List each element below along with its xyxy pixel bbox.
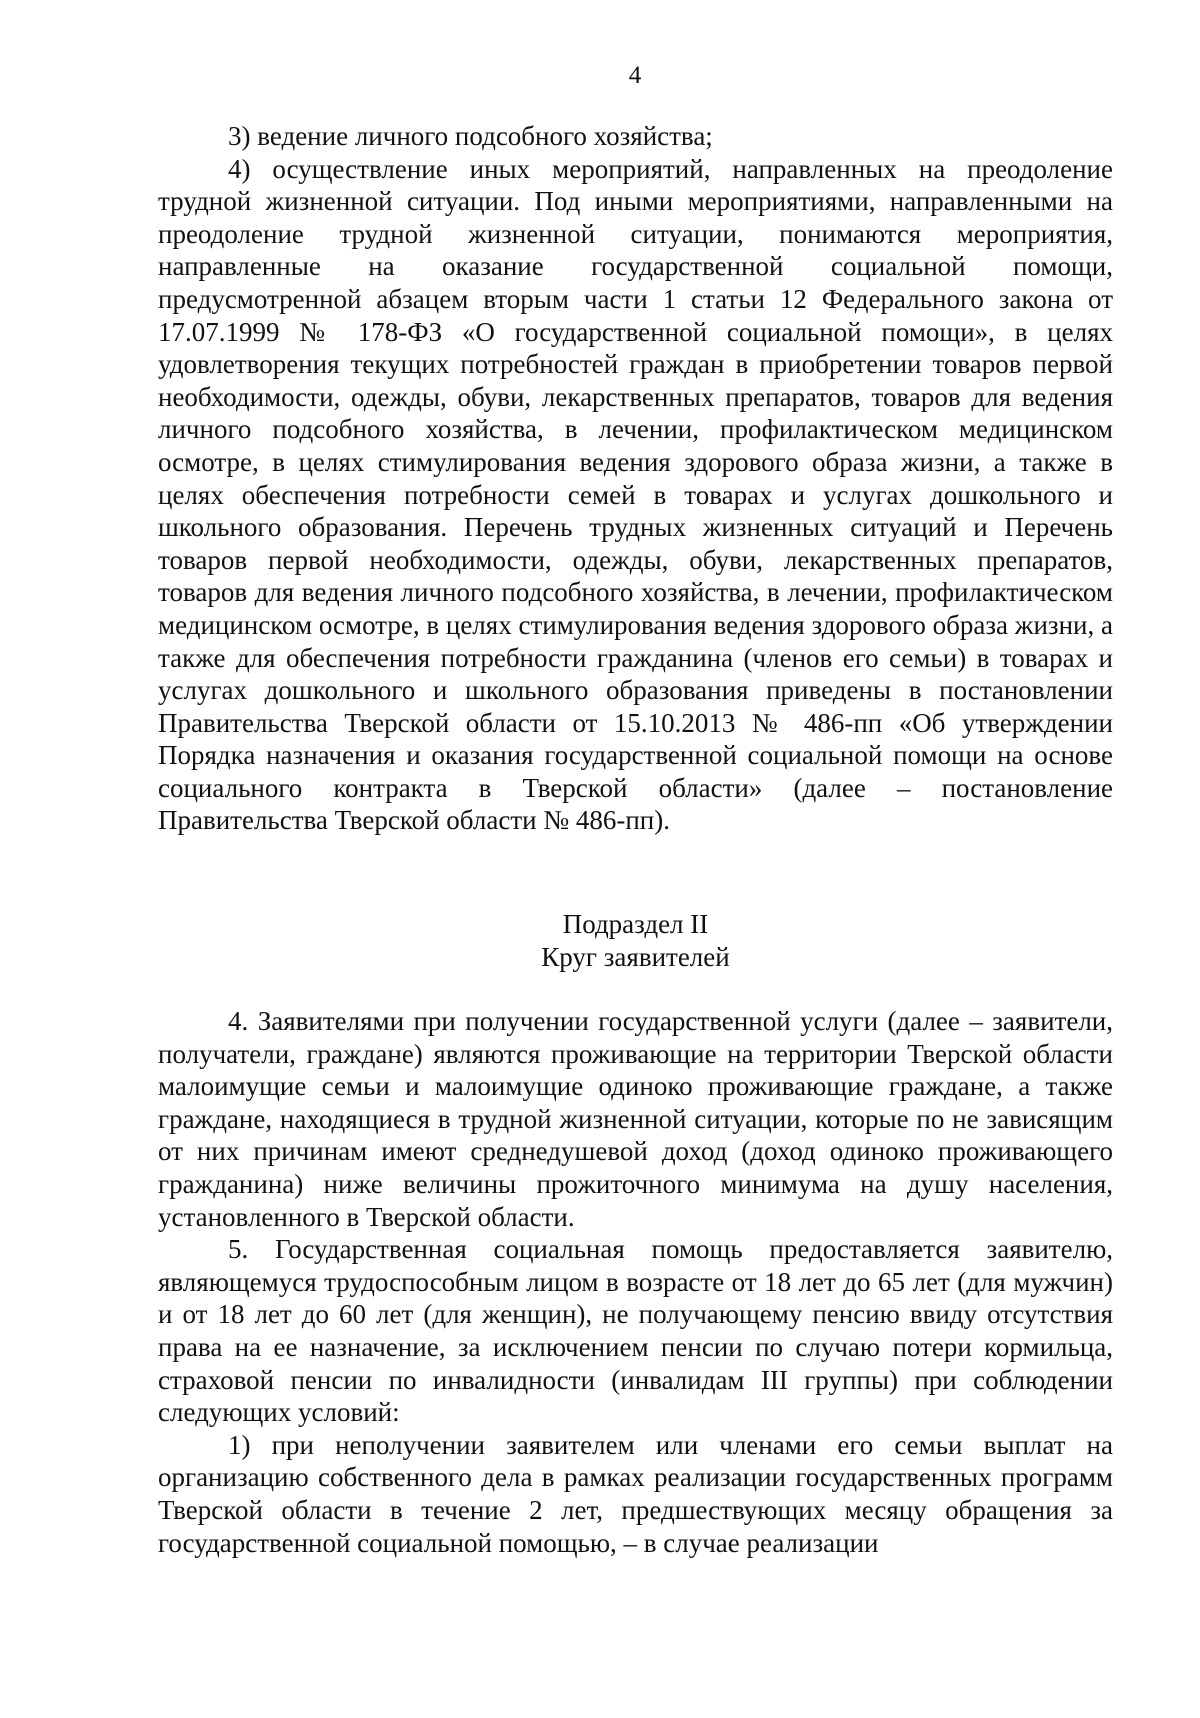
paragraph: 4. Заявителями при получении государственной услуги (далее – заявители, получатели, граждане) являются проживающие на территории Тверской области малоимущие семьи и малоимущие одиноко проживающие граждане, а также граждане, находящиеся в трудной жизненной ситуации, которые по не зависящим от них причинам имеют среднедушевой доход (доход одиноко проживающего гражданина) ниже величины прожиточного минимума на душу населения, установленного в Тверской области. bbox=[158, 1006, 1113, 1232]
paragraph: 5. Государственная социальная помощь предоставляется заявителю, являющемуся трудоспособным лицом в возрасте от 18 лет до 65 лет (для мужчин) и от 18 лет до 60 лет (для женщин), не получающему пенсию ввиду отсутствия права на ее назначение, за исключением пенсии по случаю потери кормильца, страховой пенсии по инвалидности (инвалидам III группы) при соблюдении следующих условий: bbox=[158, 1234, 1113, 1428]
paragraph: 1) при неполучении заявителем или членами его семьи выплат на организацию собственного дела в рамках реализации государственных программ Тверской области в течение 2 лет, предшествующих месяцу обращения за государственной социальной помощью, – в случае реализации bbox=[158, 1429, 1113, 1558]
paragraph: 4) осуществление иных мероприятий, направленных на преодоление трудной жизненной ситуации. Под иными мероприятиями, направленными на преодоление трудной жизненной ситуации, понимаются мероприятия, направленные на оказание государственной социальной помощи, предусмотренной абзацем вторым части 1 статьи 12 Федерального закона от 17.07.1999 № 178-ФЗ «О государственной социальной помощи», в целях удовлетворения текущих потребностей граждан в приобретении товаров первой необходимости, одежды, обуви, лекарственных препаратов, товаров для ведения личного подсобного хозяйства, в лечении, профилактическом медицинском осмотре, в целях стимулирования ведения здорового образа жизни, а также в целях обеспечения потребности семей в товарах и услугах дошкольного и школьного образования. Перечень трудных жизненных ситуаций и Перечень товаров первой необходимости, одежды, обуви, лекарственных препаратов, товаров для ведения личного подсобного хозяйства, в лечении, профилактическом медицинском осмотре, в целях стимулирования ведения здорового образа жизни, а также для обеспечения потребности гражданина (членов его семьи) в товарах и услугах дошкольного и школьного образования приведены в постановлении Правительства Тверской области от 15.10.2013 № 486-пп «Об утверждении Порядка назначения и оказания государственной социальной помощи на основе социального контракта в Тверской области» (далее – постановление Правительства Тверской области № 486-пп). bbox=[158, 153, 1113, 836]
subsection-title: Круг заявителей bbox=[541, 941, 730, 972]
subsection-heading bbox=[158, 908, 1113, 973]
text-block-bottom bbox=[158, 1005, 1113, 1559]
page-number: 4 bbox=[628, 62, 642, 89]
paragraph: 3) ведение личного подсобного хозяйства; bbox=[228, 121, 713, 151]
subsection-label: Подраздел II bbox=[562, 909, 709, 939]
text-block-top bbox=[158, 120, 1113, 837]
